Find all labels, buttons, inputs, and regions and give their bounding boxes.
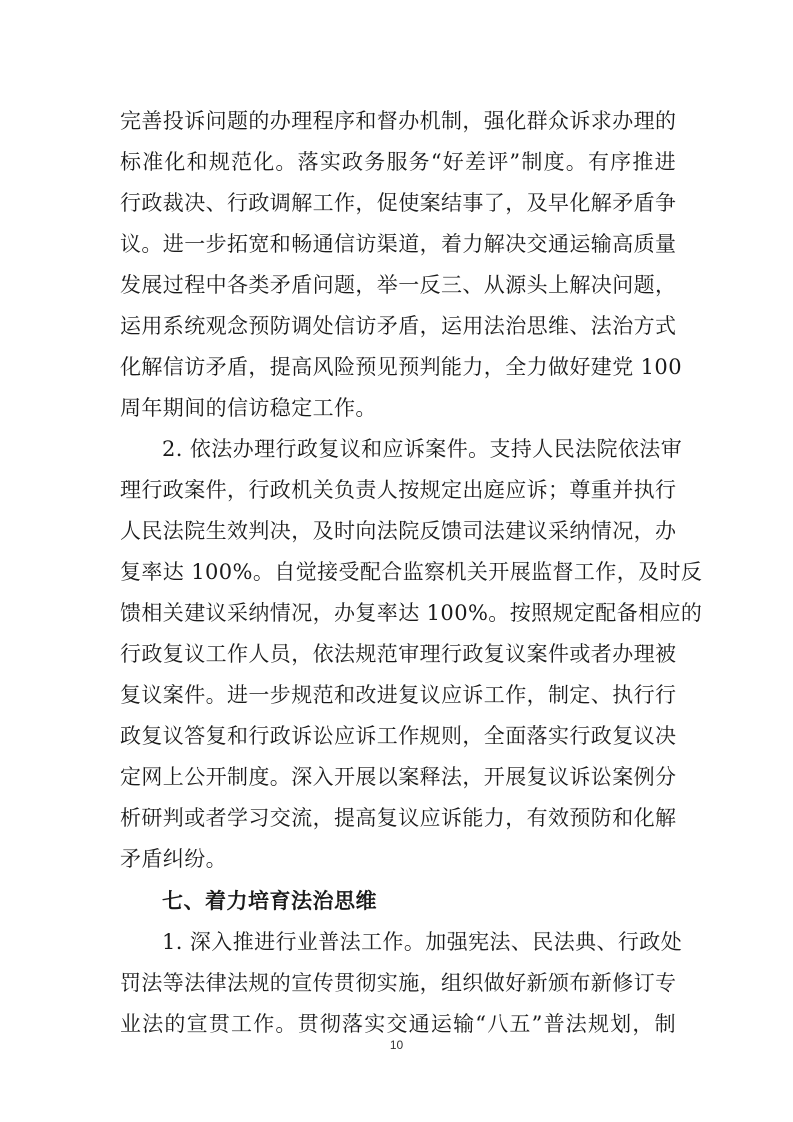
paragraph2-line: 复率达 100%。自觉接受配合监察机关开展监督工作，及时反 (120, 560, 703, 584)
paragraph2-line: 复议案件。进一步规范和改进复议应诉工作，制定、执行行 (120, 683, 677, 707)
paragraph1-line: 化解信访矛盾，提高风险预见预判能力，全力做好建党 100 (120, 355, 682, 379)
paragraph3-line: 罚法等法律法规的宣传贯彻实施，组织做好新颁布新修订专 (120, 971, 677, 995)
paragraph1-line: 运用系统观念预防调处信访矛盾，运用法治思维、法治方式 (120, 314, 677, 338)
paragraph2-line: 矛盾纠纷。 (120, 847, 227, 871)
paragraph1-line: 行政裁决、行政调解工作，促使案结事了，及早化解矛盾争 (120, 191, 677, 215)
page-number: 10 (389, 1038, 404, 1052)
section-heading: 七、着力培育法治思维 (162, 889, 377, 913)
paragraph2-line: 行政复议工作人员，依法规范审理行政复议案件或者办理被 (120, 642, 677, 666)
paragraph2-line: 馈相关建议采纳情况，办复率达 100%。按照规定配备相应的 (120, 601, 703, 625)
paragraph2-line: 政复议答复和行政诉讼应诉工作规则，全面落实行政复议决 (120, 724, 677, 748)
paragraph2-line: 理行政案件，行政机关负责人按规定出庭应诉；尊重并执行 (120, 478, 677, 502)
paragraph1-line: 完善投诉问题的办理程序和督办机制，强化群众诉求办理的 (120, 109, 677, 133)
paragraph2-line: 人民法院生效判决，及时向法院反馈司法建议采纳情况，办 (120, 519, 677, 543)
paragraph2-line: 定网上公开制度。深入开展以案释法，开展复议诉讼案例分 (120, 765, 677, 789)
paragraph2-line: 2. 依法办理行政复议和应诉案件。支持人民法院依法审 (162, 437, 683, 461)
paragraph1-line: 标准化和规范化。落实政务服务“好差评”制度。有序推进 (120, 150, 676, 174)
paragraph1-line: 周年期间的信访稳定工作。 (120, 396, 377, 420)
paragraph1-line: 议。进一步拓宽和畅通信访渠道，着力解决交通运输高质量 (120, 232, 677, 256)
paragraph3-line: 1. 深入推进行业普法工作。加强宪法、民法典、行政处 (162, 930, 683, 954)
paragraph3-line: 业法的宣贯工作。贯彻落实交通运输“八五”普法规划，制 (120, 1012, 676, 1036)
paragraph2-line: 析研判或者学习交流，提高复议应诉能力，有效预防和化解 (120, 806, 677, 830)
paragraph1-line: 发展过程中各类矛盾问题，举一反三、从源头上解决问题， (120, 273, 677, 297)
